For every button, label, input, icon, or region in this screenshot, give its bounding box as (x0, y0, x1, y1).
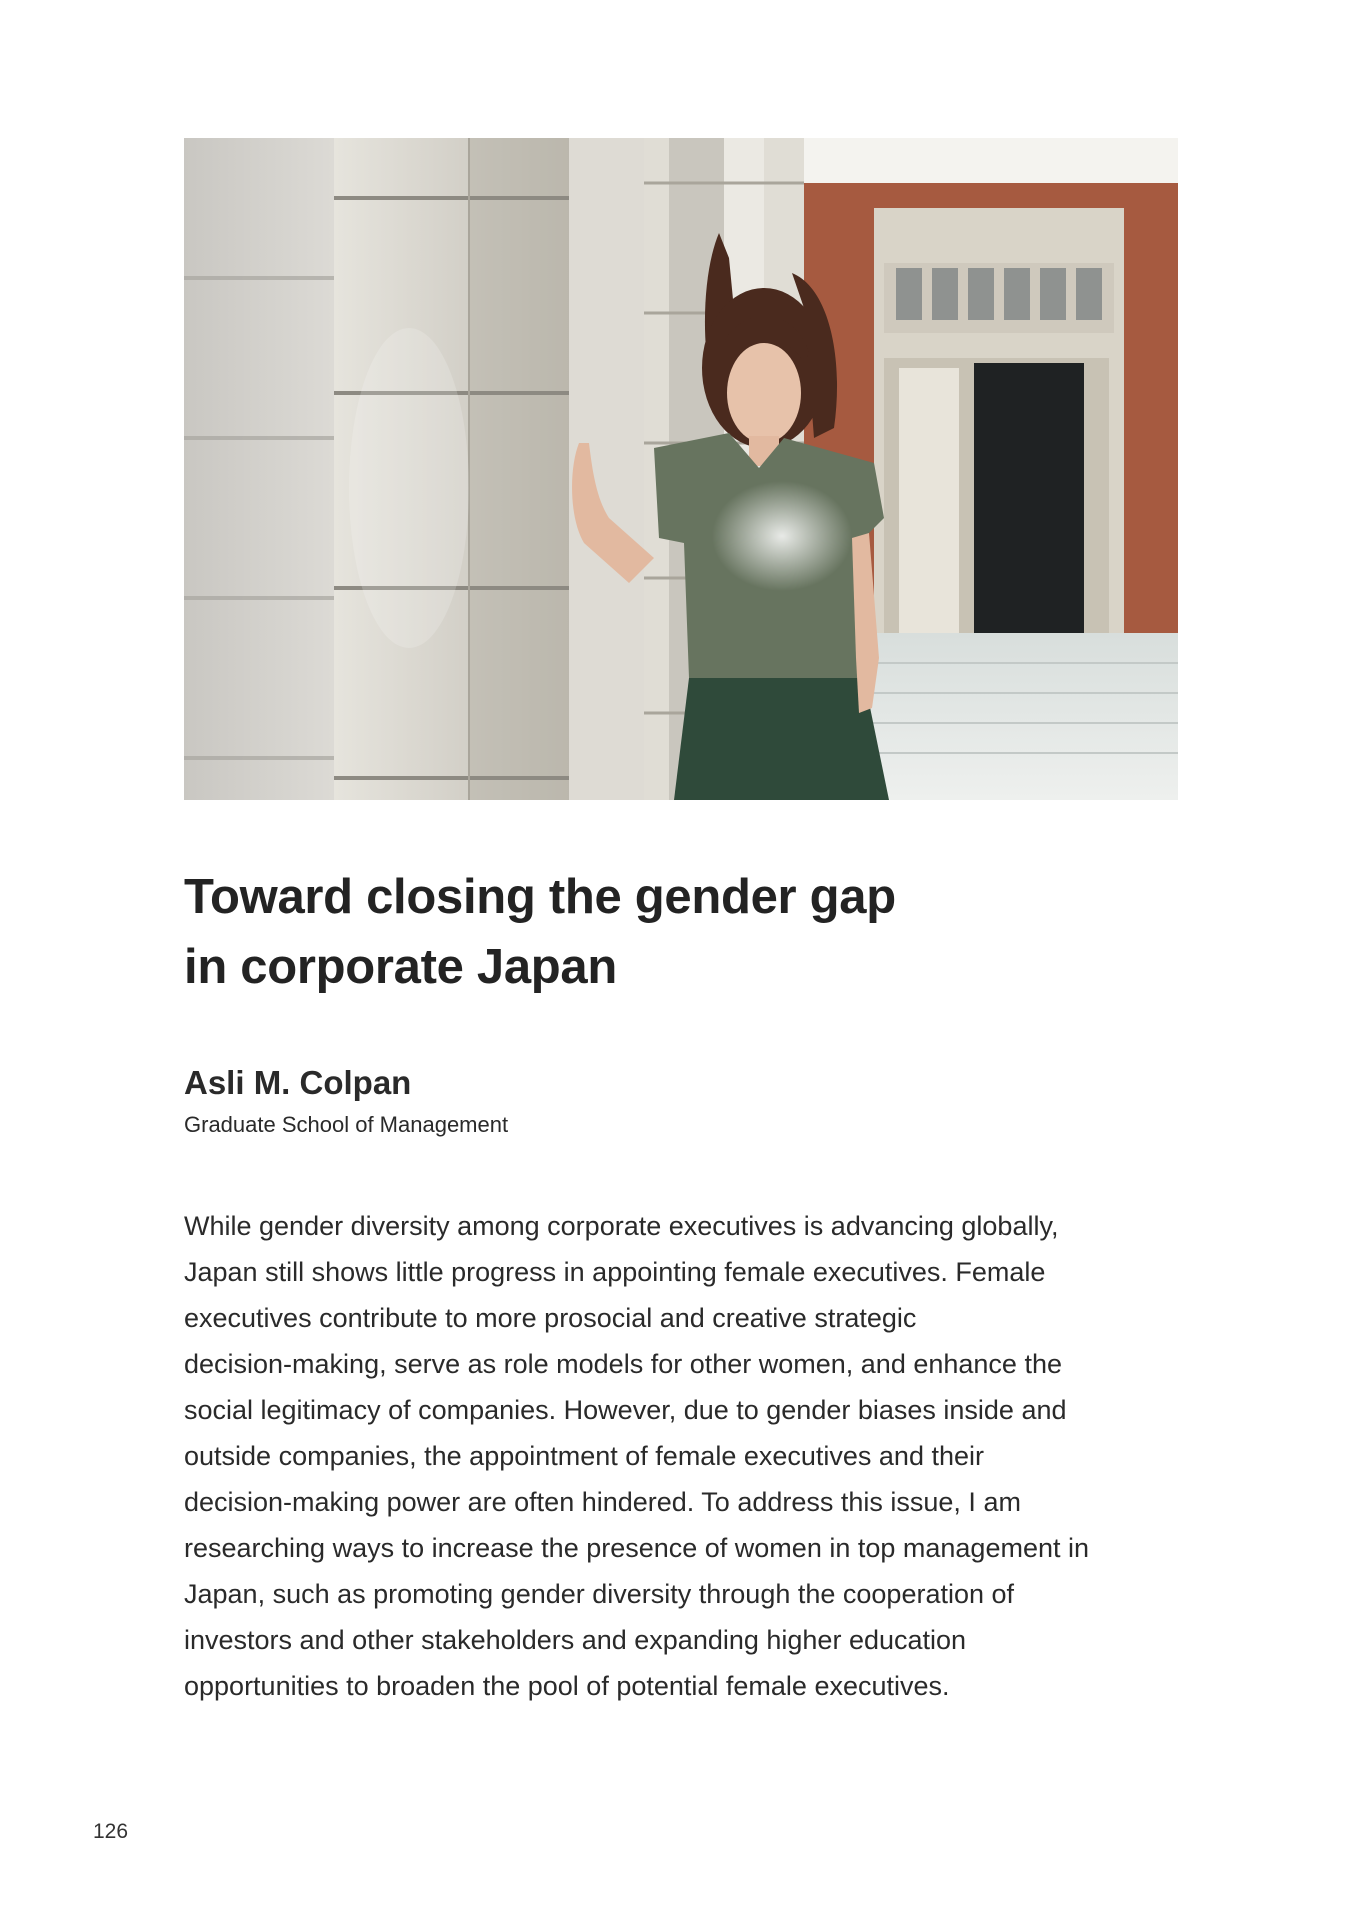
article-title-line: in corporate Japan (184, 940, 617, 994)
page-number: 126 (93, 1820, 129, 1843)
portrait-photo (184, 138, 1178, 800)
body-line: decision-making power are often hindered. To address this issue, I am (184, 1487, 1021, 1517)
body-line: investors and other stakeholders and expanding higher education (184, 1625, 967, 1655)
body-line: decision-making, serve as role models for other women, and enhance the (184, 1349, 1062, 1379)
author-name: Asli M. Colpan (184, 1064, 412, 1101)
body-line: opportunities to broaden the pool of potential female executives. (184, 1671, 950, 1701)
body-line: researching ways to increase the presence of women in top management in (184, 1533, 1090, 1563)
body-line: executives contribute to more prosocial and creative strategic (184, 1303, 917, 1333)
body-line: Japan still shows little progress in appointing female executives. Female (184, 1257, 1046, 1287)
body-line: outside companies, the appointment of female executives and their (184, 1441, 984, 1471)
body-line: Japan, such as promoting gender diversity through the cooperation of (184, 1579, 1015, 1609)
article-body (184, 1203, 1194, 1709)
body-line: While gender diversity among corporate executives is advancing globally, (184, 1211, 1059, 1241)
article-title (184, 862, 1184, 1002)
article-title-line: Toward closing the gender gap (184, 870, 896, 924)
author-affiliation: Graduate School of Management (184, 1112, 509, 1137)
portrait-photo-illustration (184, 138, 1178, 800)
body-line: social legitimacy of companies. However, due to gender biases inside and (184, 1395, 1067, 1425)
